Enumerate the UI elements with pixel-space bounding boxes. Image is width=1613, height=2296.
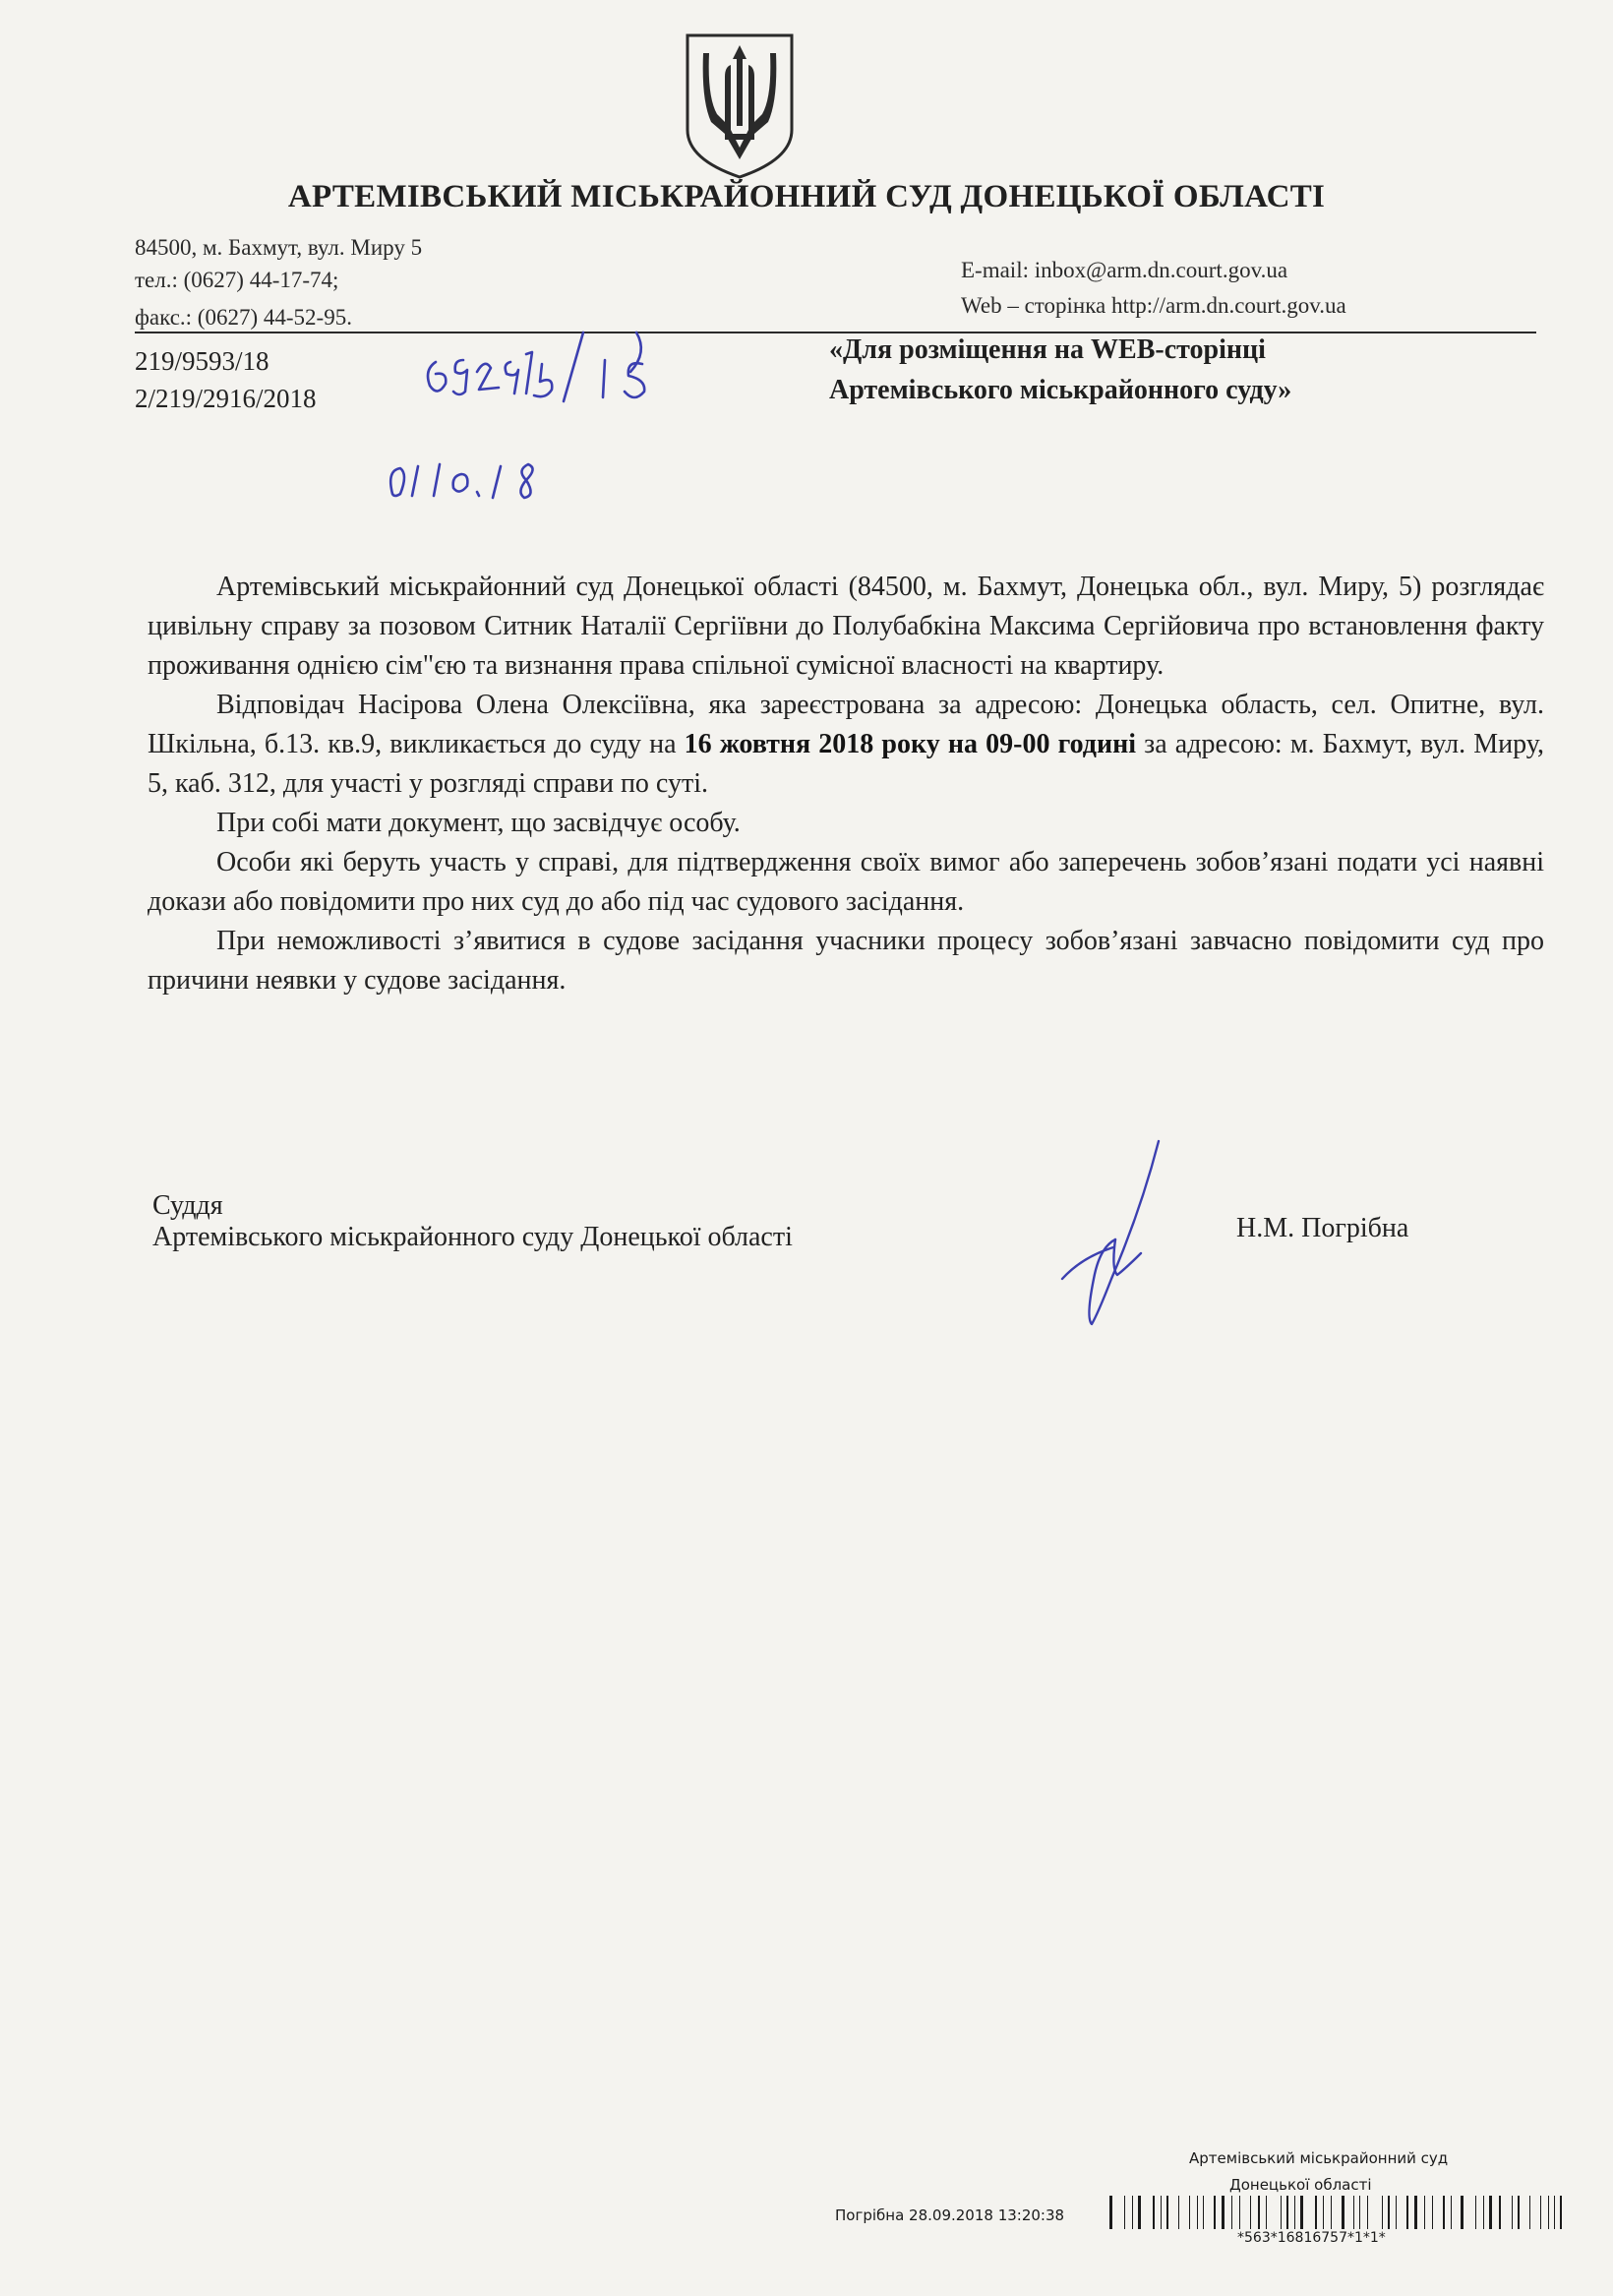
summons-text-start: Відповідач Насірова Олена Олексіївна, яка зареєстрована за адресою: Донецька область, сел. Опитне, вул. Шкільна, б.13. кв.9, викликається до суду на: [148, 690, 1544, 759]
barcode-bar: [1443, 2196, 1445, 2229]
barcode-bar: [1489, 2196, 1492, 2229]
barcode-bar: [1300, 2196, 1303, 2229]
barcode-number: *563*16816757*1*1*: [1237, 2230, 1386, 2246]
barcode-bar: [1197, 2196, 1198, 2229]
barcode-bar: [1239, 2196, 1240, 2229]
document-body: [148, 568, 1544, 1000]
barcode-bar: [1286, 2196, 1288, 2229]
barcode-bar: [1258, 2196, 1260, 2229]
barcode-bar: [1231, 2196, 1232, 2229]
case-number: 219/9593/18: [135, 346, 269, 376]
trident-emblem-icon: [682, 31, 798, 181]
judge-name: Н.М. Погрібна: [1236, 1213, 1409, 1243]
registry-stamp-timestamp: Погрібна 28.09.2018 13:20:38: [835, 2206, 1065, 2224]
barcode-bar: [1406, 2196, 1408, 2229]
court-email: E-mail: inbox@arm.dn.court.gov.ua: [961, 258, 1288, 282]
body-paragraph-id-document: При собі мати документ, що засвідчує особу.: [216, 808, 741, 838]
barcode-bar: [1414, 2196, 1417, 2229]
barcode-bar: [1166, 2196, 1168, 2229]
barcode-bar: [1353, 2196, 1354, 2229]
barcode-bar: [1548, 2196, 1549, 2229]
court-fax: факс.: (0627) 44-52-95.: [135, 305, 352, 330]
barcode-bar: [1138, 2196, 1141, 2229]
barcode-bar: [1396, 2196, 1397, 2229]
publication-notice-line-2: Артемівського міськрайонного суду»: [829, 375, 1292, 405]
barcode-bar: [1153, 2196, 1155, 2229]
judge-court: Артемівського міськрайонного суду Донецької області: [152, 1222, 793, 1252]
barcode-bar: [1266, 2196, 1267, 2229]
barcode-bar: [1161, 2196, 1162, 2229]
registry-stamp-court-line-1: Артемівський міськрайонний суд: [1189, 2149, 1449, 2167]
barcode-bar: [1382, 2196, 1383, 2229]
barcode-bar: [1294, 2196, 1295, 2229]
barcode-bar: [1529, 2196, 1530, 2229]
barcode-bar: [1281, 2196, 1282, 2229]
barcode-bar: [1323, 2196, 1324, 2229]
handwritten-signature: [1033, 1131, 1180, 1338]
barcode-bar: [1424, 2196, 1425, 2229]
hearing-datetime: 16 жовтня 2018 року на 09-00 годині: [684, 729, 1137, 759]
court-phone: тел.: (0627) 44-17-74;: [135, 268, 339, 292]
header-divider: [135, 332, 1536, 333]
handwritten-registration-note: [416, 313, 682, 411]
barcode-bar: [1451, 2196, 1452, 2229]
proceeding-number: 2/219/2916/2018: [135, 384, 317, 413]
barcode-bar: [1518, 2196, 1520, 2229]
barcode-bar: [1331, 2196, 1332, 2229]
court-title: АРТЕМІВСЬКИЙ МІСЬКРАЙОННИЙ СУД ДОНЕЦЬКОЇ ОБЛАСТІ: [287, 179, 1326, 214]
handwritten-date-note: [379, 441, 595, 510]
barcode-bar: [1475, 2196, 1476, 2229]
barcode-bar: [1483, 2196, 1484, 2229]
barcode-bar: [1132, 2196, 1133, 2229]
barcode-bar: [1214, 2196, 1216, 2229]
barcode-bar: [1342, 2196, 1344, 2229]
barcode-bar: [1124, 2196, 1125, 2229]
barcode-bar: [1560, 2196, 1562, 2229]
court-website: Web – сторінка http://arm.dn.court.gov.ua: [961, 293, 1346, 318]
barcode-bar: [1222, 2196, 1225, 2229]
registry-stamp-court-line-2: Донецької області: [1229, 2176, 1372, 2194]
body-paragraph-summons: [148, 686, 1544, 804]
barcode-bar: [1512, 2196, 1513, 2229]
barcode-icon: [1109, 2196, 1572, 2229]
barcode-bar: [1499, 2196, 1501, 2229]
barcode-bar: [1203, 2196, 1204, 2229]
barcode-bar: [1359, 2196, 1360, 2229]
barcode-bar: [1250, 2196, 1251, 2229]
body-paragraph-absence: При неможливості з’явитися в судове засідання учасники процесу зобов’язані завчасно повідомити суд про причини неявки у судове засідання.: [148, 926, 1544, 996]
publication-notice-line-1: «Для розміщення на WEB-сторінці: [829, 334, 1266, 365]
judge-title: Суддя: [152, 1190, 223, 1221]
barcode-bar: [1315, 2196, 1317, 2229]
barcode-bar: [1388, 2196, 1390, 2229]
barcode-bar: [1189, 2196, 1190, 2229]
barcode-bar: [1554, 2196, 1555, 2229]
barcode-bar: [1461, 2196, 1464, 2229]
court-address: 84500, м. Бахмут, вул. Миру 5: [135, 235, 423, 260]
body-paragraph-evidence: Особи які беруть участь у справі, для підтвердження своїх вимог або заперечень зобов’язані подати усі наявні докази або повідомити про них суд до або під час судового засідання.: [148, 847, 1544, 917]
summons-text-end: за адресою: м. Бахмут, вул. Миру, 5, каб. 312, для участі у розгляді справи по суті.: [148, 729, 1544, 799]
barcode-bar: [1540, 2196, 1541, 2229]
body-paragraph-case-description: Артемівський міськрайонний суд Донецької області (84500, м. Бахмут, Донецька обл., вул. Миру, 5) розглядає цивільну справу за позовом Ситник Наталії Сергіївни до Полубабкіна Максима Сергійовича про встановлення факту проживання однією сім"єю та визнання права спільної сумісної власності на квартиру.: [148, 572, 1544, 681]
barcode-bar: [1432, 2196, 1433, 2229]
barcode-bar: [1367, 2196, 1368, 2229]
barcode-bar: [1109, 2196, 1112, 2229]
barcode-bar: [1178, 2196, 1179, 2229]
